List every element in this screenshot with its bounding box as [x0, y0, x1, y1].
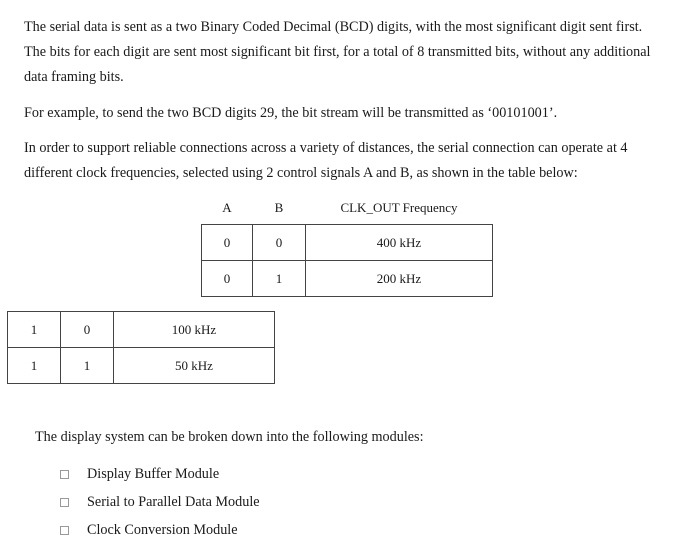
- list-item: [60, 488, 260, 516]
- header-clk-out-frequency: CLK_OUT Frequency: [340, 200, 458, 215]
- frequency-table-bottom: [7, 311, 275, 384]
- table-cell: 1: [8, 348, 61, 384]
- checkbox-icon: [60, 498, 69, 507]
- table-row: [8, 312, 275, 348]
- table-cell: 0: [253, 225, 306, 261]
- table-cell: 50 kHz: [114, 348, 275, 384]
- table-cell: 200 kHz: [306, 261, 493, 297]
- table-row: [8, 348, 275, 384]
- module-label: Clock Conversion Module: [87, 522, 238, 538]
- table-cell: 1: [8, 312, 61, 348]
- table-cell: 400 kHz: [306, 225, 493, 261]
- table-row: [202, 261, 493, 297]
- table-row: [202, 225, 493, 261]
- header-a: A: [222, 200, 232, 215]
- module-label: Display Buffer Module: [87, 466, 220, 482]
- table-cell: 1: [61, 348, 114, 384]
- table-cell: 0: [202, 261, 253, 297]
- module-label: Serial to Parallel Data Module: [87, 494, 260, 510]
- header-b: B: [274, 200, 284, 215]
- paragraph-serial-data: The serial data is sent as a two Binary Coded Decimal (BCD) digits, with the most significant digit sent first. The bits for each digit are sent most significant bit first, for a total of 8 transmitted bits, without any additional data framing bits.: [24, 19, 651, 85]
- checkbox-icon: [60, 470, 69, 479]
- modules-list: [60, 460, 260, 544]
- table-cell: 1: [253, 261, 306, 297]
- paragraph-example: For example, to send the two BCD digits 29, the bit stream will be transmitted as ‘00101001’.: [24, 105, 558, 121]
- frequency-table-top: [201, 192, 493, 297]
- table-cell: 0: [202, 225, 253, 261]
- table-cell: 100 kHz: [114, 312, 275, 348]
- checkbox-icon: [60, 526, 69, 535]
- list-item: [60, 460, 260, 488]
- paragraph-modules-intro: The display system can be broken down into the following modules:: [35, 429, 424, 445]
- paragraph-clock-frequencies: In order to support reliable connections across a variety of distances, the serial connection can operate at 4 different clock frequencies, selected using 2 control signals A and B, as shown in the table below:: [24, 140, 628, 181]
- table-header-row: [202, 192, 493, 225]
- table-cell: 0: [61, 312, 114, 348]
- list-item: [60, 516, 260, 544]
